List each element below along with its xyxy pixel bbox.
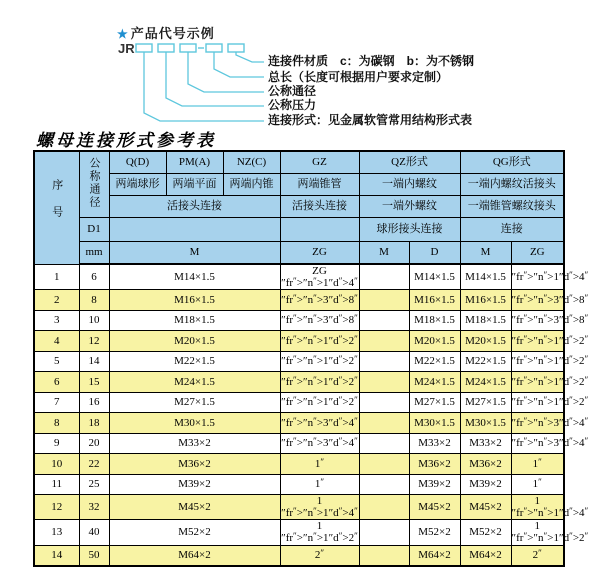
dn-cell: 25 (79, 474, 109, 495)
qz-d-cell: M22×1.5 (409, 351, 460, 372)
header-style-pma: 两端平面 (166, 174, 223, 196)
qg-zg-cell: ″fr″>″n″>1″d″>2″ (511, 351, 564, 372)
header-style-qg: 一端内螺纹活接头 (460, 174, 564, 196)
header-seq (34, 151, 79, 264)
gz-cell: ″fr″>″n″>1″d″>2″ (280, 392, 359, 413)
m-cell: M24×1.5 (109, 372, 280, 393)
m-cell: M20×1.5 (109, 331, 280, 352)
qz-m-cell (359, 392, 409, 413)
leader-lines (144, 52, 264, 121)
header-seq-text: 序号 (50, 179, 63, 234)
qg-zg-cell: ″fr″>″n″>1″d″>2″ (511, 331, 564, 352)
header-conn-gz: 活接头连接 (280, 196, 359, 218)
qz-d-cell: M18×1.5 (409, 310, 460, 331)
header-thread-zg-gz: ZG (280, 242, 359, 265)
header-group-nzc: NZ(C) (223, 151, 280, 174)
code-box-4 (206, 44, 222, 52)
label-length: 总长（长度可根据用户要求定制） (268, 70, 449, 84)
seq-cell: 4 (34, 331, 79, 352)
qz-m-cell (359, 331, 409, 352)
seq-cell: 6 (34, 372, 79, 393)
header-style-qz: 一端内螺纹 (359, 174, 460, 196)
table-header (34, 151, 564, 264)
m-cell: M27×1.5 (109, 392, 280, 413)
table-row (34, 310, 564, 331)
label-material: 连接件材质 c：为碳钢 b：为不锈钢 (268, 54, 475, 68)
diagram-heading-text: 产品代号示例 (130, 26, 215, 41)
star-icon: ★ (117, 27, 129, 41)
m-cell: M36×2 (109, 454, 280, 475)
qz-d-cell: M36×2 (409, 454, 460, 475)
qz-m-cell (359, 310, 409, 331)
qz-m-cell (359, 545, 409, 566)
header-dn-text: 公称通径 (88, 156, 101, 209)
m-cell: M33×2 (109, 433, 280, 454)
header-d1: D1 (79, 218, 109, 242)
gz-cell: ″fr″>″n″>3″d″>4″ (280, 433, 359, 454)
header-group-pma: PM(A) (166, 151, 223, 174)
dn-cell: 18 (79, 413, 109, 434)
qg-zg-cell: 1 ″fr″>″n″>1″d″>4″ (511, 495, 589, 520)
header-style-nzc: 两端内锥 (223, 174, 280, 196)
qz-m-cell (359, 454, 409, 475)
header-group-gz: GZ (280, 151, 359, 174)
qg-m-cell: M45×2 (460, 495, 511, 520)
qg-m-cell: M16×1.5 (460, 290, 511, 311)
dn-cell: 10 (79, 310, 109, 331)
diagram-heading (117, 23, 215, 42)
header-thread-m-left: M (109, 242, 280, 265)
code-box-3 (180, 44, 196, 52)
table-row (34, 520, 564, 545)
code-prefix: JR (118, 41, 135, 56)
label-connection: 连接形式：见金属软管常用结构形式表 (268, 113, 473, 127)
qg-m-cell: M30×1.5 (460, 413, 511, 434)
gz-cell: 2″ (280, 545, 359, 566)
header-dn (79, 151, 109, 218)
qz-m-cell (359, 290, 409, 311)
qg-m-cell: M33×2 (460, 433, 511, 454)
qg-zg-cell: ″fr″>″n″>3″d″>4″ (511, 433, 564, 454)
qz-d-cell: M33×2 (409, 433, 460, 454)
qg-m-cell: M64×2 (460, 545, 511, 566)
seq-cell: 11 (34, 474, 79, 495)
header-empty-left (109, 218, 280, 242)
leader-line-pressure (166, 52, 264, 106)
header-unit-mm: mm (79, 242, 109, 265)
m-cell: M30×1.5 (109, 413, 280, 434)
qg-zg-cell: ″fr″>″n″>1″d″>4″ (511, 264, 564, 290)
m-cell: M18×1.5 (109, 310, 280, 331)
seq-cell: 12 (34, 495, 79, 520)
gz-cell: ″fr″>″n″>3″d″>8″ (280, 290, 359, 311)
qz-d-cell: M52×2 (409, 520, 460, 545)
dn-cell: 16 (79, 392, 109, 413)
qg-zg-cell: 2″ (511, 545, 564, 566)
leader-line-connection (144, 52, 264, 121)
qz-d-cell: M64×2 (409, 545, 460, 566)
qg-m-cell: M24×1.5 (460, 372, 511, 393)
dn-cell: 15 (79, 372, 109, 393)
table-row (34, 372, 564, 393)
table-row (34, 331, 564, 352)
qz-m-cell (359, 413, 409, 434)
nut-connection-table (33, 150, 589, 567)
qg-zg-cell: ″fr″>″n″>3″d″>8″ (511, 310, 564, 331)
qg-m-cell: M20×1.5 (460, 331, 511, 352)
qz-m-cell (359, 372, 409, 393)
m-cell: M16×1.5 (109, 290, 280, 311)
table-row (34, 495, 564, 520)
table-row (34, 474, 564, 495)
qg-zg-cell: ″fr″>″n″>1″d″>2″ (511, 372, 564, 393)
qg-m-cell: M18×1.5 (460, 310, 511, 331)
code-box-1 (136, 44, 152, 52)
table-row (34, 433, 564, 454)
gz-cell: ″fr″>″n″>1″d″>2″ (280, 351, 359, 372)
seq-cell: 3 (34, 310, 79, 331)
qg-zg-cell: ″fr″>″n″>3″d″>8″ (511, 290, 564, 311)
header-thread-m-qz: M (359, 242, 409, 265)
seq-cell: 9 (34, 433, 79, 454)
seq-cell: 7 (34, 392, 79, 413)
seq-cell: 13 (34, 520, 79, 545)
table-row (34, 413, 564, 434)
table-row (34, 545, 564, 566)
table-body (34, 264, 589, 566)
code-box-5 (228, 44, 244, 52)
gz-cell: ″fr″>″n″>1″d″>2″ (280, 331, 359, 352)
dn-cell: 40 (79, 520, 109, 545)
header-conn-qg3: 连接 (460, 218, 564, 242)
m-cell: M45×2 (109, 495, 280, 520)
leader-line-material (236, 52, 264, 62)
seq-cell: 8 (34, 413, 79, 434)
m-cell: M14×1.5 (109, 264, 280, 290)
qz-d-cell: M30×1.5 (409, 413, 460, 434)
dn-cell: 8 (79, 290, 109, 311)
dn-cell: 20 (79, 433, 109, 454)
gz-cell: 1″ (280, 454, 359, 475)
gz-cell: 1″ (280, 474, 359, 495)
seq-cell: 14 (34, 545, 79, 566)
table-row (34, 454, 564, 475)
qz-m-cell (359, 433, 409, 454)
header-thread-d-qz: D (409, 242, 460, 265)
header-style-qd: 两端球形 (109, 174, 166, 196)
qz-m-cell (359, 474, 409, 495)
qg-m-cell: M14×1.5 (460, 264, 511, 290)
m-cell: M64×2 (109, 545, 280, 566)
header-thread-m-qg: M (460, 242, 511, 265)
code-boxes (136, 44, 244, 52)
header-conn-left: 活接头连接 (109, 196, 280, 218)
qz-d-cell: M20×1.5 (409, 331, 460, 352)
m-cell: M22×1.5 (109, 351, 280, 372)
qg-m-cell: M27×1.5 (460, 392, 511, 413)
seq-cell: 10 (34, 454, 79, 475)
label-pressure: 公称压力 (268, 98, 317, 112)
gz-cell: ″fr″>″n″>3″d″>8″ (280, 310, 359, 331)
header-style-gz: 两端锥管 (280, 174, 359, 196)
dn-cell: 32 (79, 495, 109, 520)
leader-line-diameter (188, 52, 264, 92)
header-conn-qz2: 一端外螺纹 (359, 196, 460, 218)
qg-zg-cell: 1 ″fr″>″n″>1″d″>2″ (511, 520, 589, 545)
gz-cell: 1 ″fr″>″n″>1″d″>2″ (281, 520, 358, 545)
code-box-2 (158, 44, 174, 52)
qg-zg-cell: 1″ (511, 474, 564, 495)
qg-zg-cell: ″fr″>″n″>3″d″>4″ (511, 413, 564, 434)
seq-cell: 5 (34, 351, 79, 372)
qz-d-cell: M39×2 (409, 474, 460, 495)
m-cell: M52×2 (109, 520, 280, 545)
qz-d-cell: M45×2 (409, 495, 460, 520)
qg-m-cell: M52×2 (460, 520, 511, 545)
qz-d-cell: M24×1.5 (409, 372, 460, 393)
seq-cell: 2 (34, 290, 79, 311)
qz-d-cell: M16×1.5 (409, 290, 460, 311)
qz-d-cell: M14×1.5 (409, 264, 460, 290)
qz-m-cell (359, 264, 409, 290)
header-group-qd: Q(D) (109, 151, 166, 174)
dn-cell: 12 (79, 331, 109, 352)
header-group-qz: QZ形式 (359, 151, 460, 174)
qg-m-cell: M39×2 (460, 474, 511, 495)
qg-zg-cell: ″fr″>″n″>1″d″>2″ (511, 392, 564, 413)
header-group-qg: QG形式 (460, 151, 564, 174)
table-row (34, 392, 564, 413)
dn-cell: 14 (79, 351, 109, 372)
qg-zg-cell: 1″ (511, 454, 564, 475)
qg-m-cell: M36×2 (460, 454, 511, 475)
table-row (34, 264, 564, 290)
qz-d-cell: M27×1.5 (409, 392, 460, 413)
m-cell: M39×2 (109, 474, 280, 495)
table-row (34, 351, 564, 372)
table-row (34, 290, 564, 311)
qg-m-cell: M22×1.5 (460, 351, 511, 372)
dn-cell: 6 (79, 264, 109, 290)
dn-cell: 50 (79, 545, 109, 566)
header-conn-qg2: 一端锥管螺纹接头 (460, 196, 564, 218)
gz-cell: ″fr″>″n″>3″d″>4″ (280, 413, 359, 434)
table-title: 螺母连接形式参考表 (36, 131, 216, 150)
qz-m-cell (359, 520, 409, 545)
gz-cell: ″fr″>″n″>1″d″>2″ (280, 372, 359, 393)
qz-m-cell (359, 495, 409, 520)
seq-cell: 1 (34, 264, 79, 290)
qz-m-cell (359, 351, 409, 372)
header-thread-zg-qg: ZG (511, 242, 564, 265)
header-empty-gz (280, 218, 359, 242)
gz-cell: ZG ″fr″>″n″>1″d″>4″ (281, 265, 358, 290)
dn-cell: 22 (79, 454, 109, 475)
label-diameter: 公称通径 (268, 84, 317, 98)
header-conn-qz3: 球形接头连接 (359, 218, 460, 242)
gz-cell: 1 ″fr″>″n″>1″d″>4″ (281, 495, 358, 520)
